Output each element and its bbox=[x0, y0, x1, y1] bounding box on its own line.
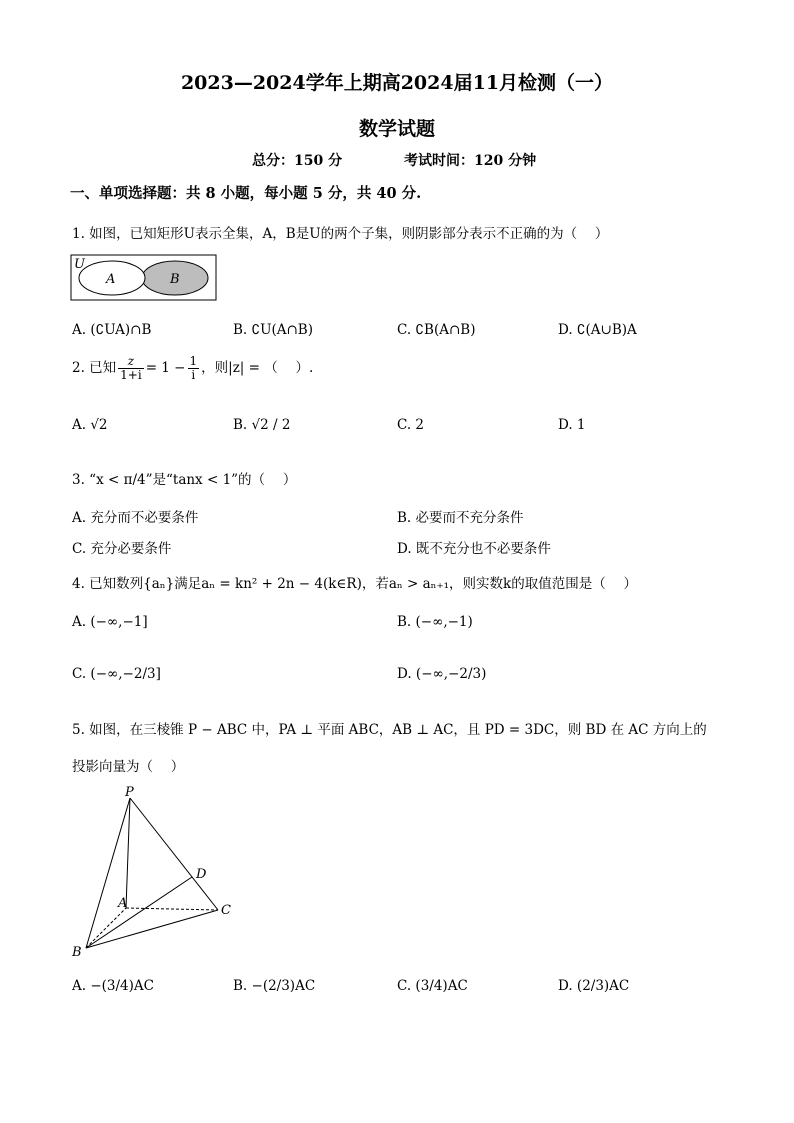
q2-fraction-1 bbox=[118, 355, 144, 382]
question-4-stem: 4. 已知数列{aₙ}满足aₙ = kn² + 2n − 4(k∈R)，若aₙ > aₙ₊₁，则实数k的取值范围是（ ） bbox=[72, 576, 638, 592]
q4-option-c[interactable]: C. (−∞,−2/3] bbox=[72, 666, 161, 682]
q4-option-d[interactable]: D. (−∞,−2/3) bbox=[397, 666, 487, 682]
q5-option-a[interactable]: A. −(3/4)AC bbox=[72, 978, 154, 994]
tetrahedron-figure bbox=[66, 780, 246, 960]
label-p: P bbox=[125, 785, 134, 800]
q3-option-c[interactable]: C. 充分必要条件 bbox=[72, 541, 172, 557]
edge-ac bbox=[126, 908, 218, 910]
exam-title: 2023—2024学年上期高2024届11月检测（一） bbox=[180, 72, 614, 94]
question-2-stem bbox=[72, 355, 313, 382]
q2-frac1-num: z bbox=[118, 355, 144, 369]
edge-pa bbox=[126, 798, 130, 908]
section-heading: 一、单项选择题：共 8 小题，每小题 5 分，共 40 分. bbox=[70, 185, 422, 202]
venn-label-u: U bbox=[74, 257, 85, 272]
q3-option-b[interactable]: B. 必要而不充分条件 bbox=[397, 510, 524, 526]
q2-stem-mid: = 1 − bbox=[145, 360, 186, 377]
q3-option-d[interactable]: D. 既不充分也不必要条件 bbox=[397, 541, 551, 557]
q2-frac2-num: 1 bbox=[189, 354, 198, 368]
segment-bd bbox=[86, 877, 192, 948]
q3-option-a[interactable]: A. 充分而不必要条件 bbox=[72, 510, 199, 526]
q2-option-b[interactable]: B. √2 / 2 bbox=[233, 417, 291, 433]
label-b: B bbox=[72, 945, 82, 960]
q5-option-b[interactable]: B. −(2/3)AC bbox=[233, 978, 316, 994]
q2-fraction-2 bbox=[188, 355, 200, 382]
q5-option-d[interactable]: D. (2/3)AC bbox=[558, 978, 630, 994]
q1-option-c[interactable]: C. ∁B(A∩B) bbox=[397, 322, 476, 338]
q1-option-d[interactable]: D. ∁(A∪B)A bbox=[558, 322, 637, 338]
venn-label-b: B bbox=[170, 272, 180, 287]
q2-stem-prefix: 2. 已知 bbox=[72, 360, 117, 377]
question-1-stem: 1. 如图，已知矩形U表示全集，A，B是U的两个子集，则阴影部分表示不正确的为（ ） bbox=[72, 226, 609, 242]
q2-option-a[interactable]: A. √2 bbox=[72, 417, 108, 433]
q1-option-b[interactable]: B. ∁U(A∩B) bbox=[233, 322, 313, 338]
question-3-stem: 3. “x < π/4”是“tanx < 1”的（ ） bbox=[72, 472, 297, 488]
q1-option-a[interactable]: A. (∁UA)∩B bbox=[72, 322, 152, 338]
q4-option-b[interactable]: B. (−∞,−1) bbox=[397, 614, 473, 630]
question-5-stem-line2: 投影向量为（ ） bbox=[72, 759, 185, 775]
q2-option-d[interactable]: D. 1 bbox=[558, 417, 586, 433]
label-c: C bbox=[221, 903, 231, 918]
question-5-stem-line1: 5. 如图，在三棱锥 P − ABC 中，PA ⊥ 平面 ABC，AB ⊥ AC，且 PD = 3DC，则 BD 在 AC 方向上的 bbox=[72, 722, 707, 738]
exam-time: 考试时间：120 分钟 bbox=[404, 153, 537, 169]
venn-label-a: A bbox=[106, 272, 116, 287]
q2-stem-suffix: ，则|z| = （ ）. bbox=[201, 360, 314, 377]
q2-frac2-den: i bbox=[191, 368, 196, 383]
label-a: A bbox=[118, 896, 128, 911]
q5-option-c[interactable]: C. (3/4)AC bbox=[397, 978, 468, 994]
q4-option-a[interactable]: A. (−∞,−1] bbox=[72, 614, 148, 630]
exam-subtitle: 数学试题 bbox=[358, 118, 435, 140]
q2-frac1-den: 1+i bbox=[120, 368, 142, 383]
total-score: 总分：150 分 bbox=[252, 153, 343, 169]
edge-pc bbox=[130, 798, 218, 910]
q2-option-c[interactable]: C. 2 bbox=[397, 417, 425, 433]
label-d: D bbox=[196, 867, 207, 882]
venn-diagram bbox=[70, 254, 218, 302]
edge-bc bbox=[86, 910, 218, 948]
